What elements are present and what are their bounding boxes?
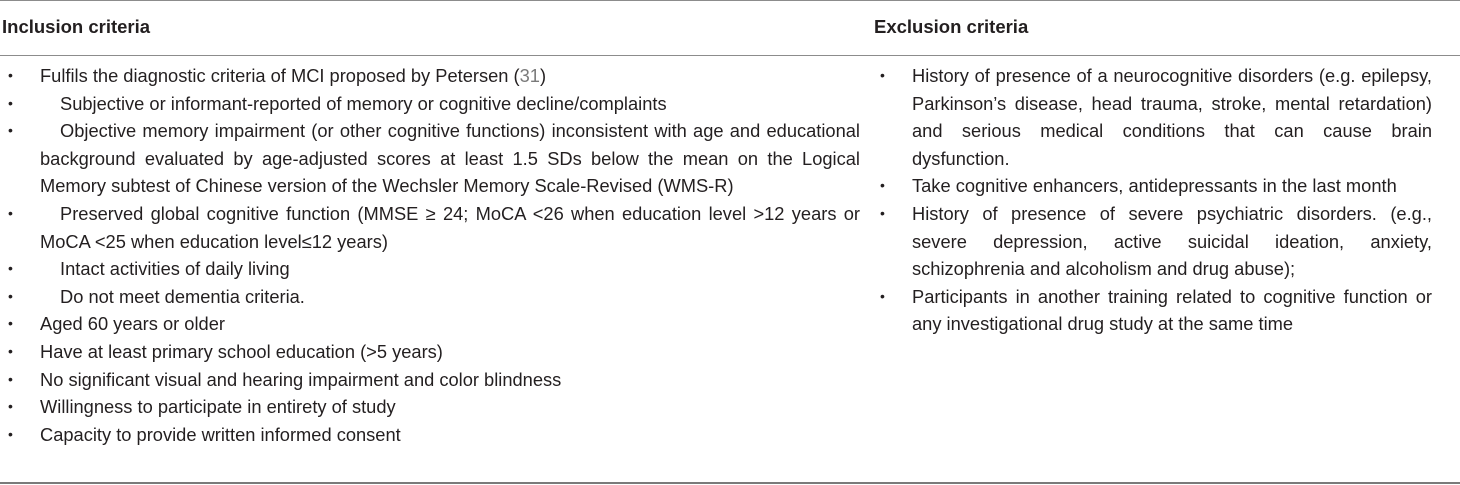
list-item — [0, 310, 860, 338]
list-item — [0, 62, 860, 90]
bullet-icon: • — [880, 177, 885, 194]
exclusion-criteria-header: Exclusion criteria — [874, 16, 1029, 37]
exclusion-criteria-list — [872, 62, 1432, 338]
criterion-text: Participants in another training related to cognitive function or any investigational drug study at the same time — [912, 285, 1432, 335]
bullet-icon: • — [880, 204, 885, 221]
bullet-icon: • — [8, 370, 13, 387]
bullet-icon: • — [8, 67, 13, 83]
criterion-text: History of presence of a neurocognitive disorders (e.g. epilepsy, Parkinson’s disease, head trauma, stroke, mental retardation) and serious medical conditions that can cause brain dysfunction. — [912, 65, 1432, 169]
list-item — [872, 172, 1432, 200]
criterion-text: Subjective or informant-reported of memory or cognitive decline/complaints — [60, 92, 667, 114]
criterion-text-tail: ) — [539, 65, 547, 86]
table-top-rule — [0, 0, 1460, 1]
criterion-text: No significant visual and hearing impairment and color blindness — [40, 368, 562, 390]
inclusion-criteria-list — [0, 62, 860, 448]
list-item — [0, 117, 860, 200]
list-item — [0, 255, 860, 283]
list-item — [0, 393, 860, 421]
criterion-text: Take cognitive enhancers, antidepressants in the last month — [912, 175, 1397, 197]
list-item — [872, 62, 1432, 172]
table-bottom-rule — [0, 482, 1460, 484]
inclusion-criteria-header: Inclusion criteria — [2, 16, 151, 37]
bullet-icon: • — [8, 122, 13, 139]
criterion-text: Willingness to participate in entirety of study — [40, 396, 396, 418]
criterion-text: Capacity to provide written informed consent — [40, 423, 401, 445]
list-item — [0, 200, 860, 255]
bullet-icon: • — [880, 67, 885, 83]
criterion-text: Aged 60 years or older — [40, 313, 225, 335]
criterion-text: Intact activities of daily living — [60, 258, 290, 280]
table-header-rule — [0, 55, 1460, 56]
criterion-text — [40, 65, 546, 86]
bullet-icon: • — [8, 342, 13, 359]
list-item — [872, 200, 1432, 283]
criterion-text: History of presence of severe psychiatric disorders. (e.g., severe depression, active suicidal ideation, anxiety, schizophrenia and alcoholism and drug abuse); — [912, 202, 1432, 280]
bullet-icon: • — [8, 287, 13, 304]
bullet-icon: • — [8, 315, 13, 332]
list-item — [0, 338, 860, 366]
criterion-text: Preserved global cognitive function (MMSE ≥ 24; MoCA <26 when education level >12 years or MoCA <25 when education level≤12 years) — [40, 202, 860, 252]
list-item — [0, 366, 860, 394]
bullet-icon: • — [8, 398, 13, 415]
criterion-text: Objective memory impairment (or other cognitive functions) inconsistent with age and educational background evaluated by age-adjusted scores at least 1.5 SDs below the mean on the Logical Memory subtest of Chinese version of the Wechsler Memory Scale-Revised (WMS-R) — [40, 120, 860, 197]
bullet-icon: • — [8, 260, 13, 277]
criterion-text-main: Fulfils the diagnostic criteria of MCI proposed by Petersen ( — [40, 65, 520, 86]
list-item — [0, 421, 860, 449]
bullet-icon: • — [8, 204, 13, 221]
criterion-text: Do not meet dementia criteria. — [60, 285, 305, 307]
bullet-icon: • — [8, 94, 13, 111]
bullet-icon: • — [8, 425, 13, 442]
reference-link[interactable]: 31 — [519, 65, 540, 86]
bullet-icon: • — [880, 287, 885, 304]
list-item — [0, 90, 860, 118]
list-item — [0, 283, 860, 311]
criterion-text: Have at least primary school education (>5 years) — [40, 340, 443, 362]
list-item — [872, 283, 1432, 338]
